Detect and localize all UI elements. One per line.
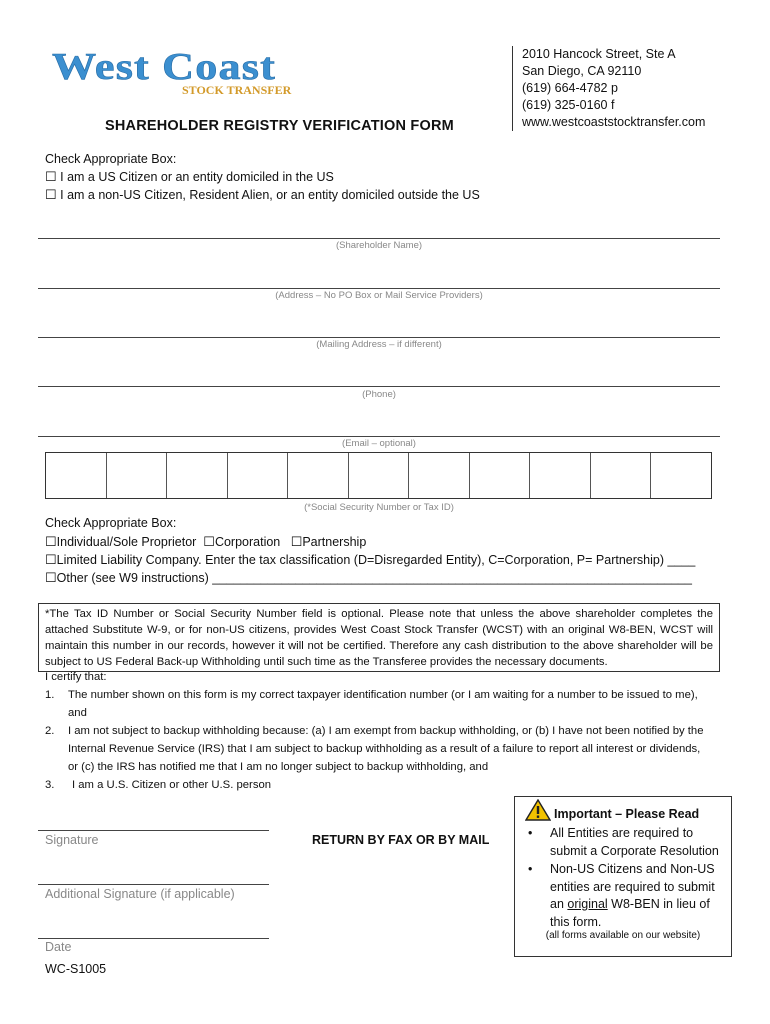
entity-heading: Check Appropriate Box: [45,516,177,530]
address-website: www.westcoaststocktransfer.com [522,115,706,129]
ssn-digit-box[interactable] [167,453,228,498]
entity-row-other [45,570,692,586]
address-fax: (619) 325-0160 f [522,98,615,112]
ssn-input-boxes[interactable] [45,452,712,499]
certify-item-2 [68,722,728,776]
email-field[interactable] [38,436,720,437]
important-item-1-text: All Entities are required to submit a Corporate Resolution [550,826,719,858]
ssn-digit-box[interactable] [409,453,470,498]
shareholder-name-field[interactable] [38,238,720,239]
tax-id-notice: *The Tax ID Number or Social Security Number field is optional. Please note that unless the above shareholder completes the attached Substitute W-9, or for non-US citizens, provides West Coast Stock Transfer (WCST) with an original W8-BEN, WCST will maintain this number in our records, however it will not be certified. Therefore any cash distribution to the above shareholder will be subject to US Federal Back-up Withholding until such time as the Transferee provides the necessary documents. [38,603,720,672]
checkbox-partnership[interactable]: ☐ [290,534,303,549]
ssn-digit-box[interactable] [591,453,652,498]
warning-triangle-icon [525,799,551,821]
mailing-address-field[interactable] [38,337,720,338]
certify-item-1-line-1: The number shown on this form is my correct taxpayer identification number (or I am waiting for a number to be issued to me), [68,689,698,701]
phone-caption: (Phone) [362,389,396,400]
certify-number-2: 2. [45,725,55,737]
form-title: SHAREHOLDER REGISTRY VERIFICATION FORM [105,118,454,134]
ssn-digit-box[interactable] [107,453,168,498]
ssn-digit-box[interactable] [651,453,711,498]
checkbox-individual[interactable]: ☐ [45,534,57,549]
important-note: (all forms available on our website) [545,930,701,941]
ssn-digit-box[interactable] [46,453,107,498]
option-us-label: I am a US Citizen or an entity domiciled in the US [60,170,334,184]
ssn-digit-box[interactable] [228,453,289,498]
logo-wordmark: West Coast [52,46,276,88]
signature-line[interactable] [38,830,269,831]
ssn-digit-box[interactable] [470,453,531,498]
email-caption: (Email – optional) [342,438,416,449]
important-item-2-text-a: Non-US Citizens and Non-US entities are required to submit an [550,862,715,911]
address-city: San Diego, CA 92110 [522,64,642,78]
ssn-digit-box[interactable] [530,453,591,498]
important-heading: Important – Please Read [554,807,700,821]
checkbox-llc[interactable]: ☐ [45,552,57,567]
bullet-icon: • [528,862,533,876]
important-item-w8ben [525,861,730,931]
important-item-resolution [525,825,730,860]
address-caption: (Address – No PO Box or Mail Service Providers) [275,290,483,301]
certify-intro: I certify that: [45,671,107,683]
address-field[interactable] [38,288,720,289]
individual-label: Individual/Sole Proprietor [56,535,197,549]
company-logo [50,45,290,105]
date-caption: Date [45,940,72,954]
signature-caption: Signature [45,833,99,847]
important-item-2-text-c: W8-BEN in lieu of this form. [550,897,710,929]
citizenship-option-non-us [45,187,480,203]
address-phone: (619) 664-4782 p [522,81,618,95]
corporation-label: Corporation [214,535,281,549]
citizenship-option-us [45,169,334,185]
llc-label: Limited Liability Company. Enter the tax classification (D=Disregarded Entity), C=Corporation, P= Partnership) ____ [56,553,696,567]
important-box [514,796,732,957]
form-code: WC-S1005 [45,962,107,976]
checkbox-other[interactable]: ☐ [45,570,57,585]
date-line[interactable] [38,938,269,939]
shareholder-name-caption: (Shareholder Name) [335,240,423,251]
bullet-icon: • [528,826,533,840]
return-instructions: RETURN BY FAX OR BY MAIL [312,833,490,847]
mailing-address-caption: (Mailing Address – if different) [316,339,442,350]
certify-item-3: I am a U.S. Citizen or other U.S. person [72,779,272,791]
logo-subtitle: STOCK TRANSFER [182,83,292,97]
important-item-2-underlined: original [567,897,608,911]
ssn-caption: (*Social Security Number or Tax ID) [304,502,454,513]
phone-field[interactable] [38,386,720,387]
certify-number-3: 3. [45,779,55,791]
additional-signature-caption: Additional Signature (if applicable) [45,887,235,901]
certify-item-2-line-3: or (c) the IRS has notified me that I am no longer subject to backup withholding, and [68,761,489,773]
entity-row-1 [45,534,366,550]
other-label: Other (see W9 instructions) _____________________________________________________________________ [56,571,692,585]
ssn-digit-box[interactable] [349,453,410,498]
certify-number-1: 1. [45,689,55,701]
certify-item-1 [68,686,728,722]
partnership-label: Partnership [302,535,367,549]
additional-signature-line[interactable] [38,884,269,885]
entity-row-llc [45,552,695,568]
certify-item-2-line-2: Internal Revenue Service (IRS) that I am subject to backup withholding as a result of a failure to report all interest or dividends, [68,743,701,755]
certify-item-1-line-2: and [68,707,87,719]
checkbox-us-citizen[interactable]: ☐ [45,169,57,184]
ssn-digit-box[interactable] [288,453,349,498]
important-list [525,825,730,932]
checkbox-corporation[interactable]: ☐ [203,534,215,549]
option-non-us-label: I am a non-US Citizen, Resident Alien, or an entity domiciled outside the US [60,188,480,202]
address-street: 2010 Hancock Street, Ste A [522,47,676,61]
certify-item-2-line-1: I am not subject to backup withholding because: (a) I am exempt from backup withholding, or (b) I have not been notified by the [68,725,704,737]
checkbox-non-us-citizen[interactable]: ☐ [45,187,57,202]
company-address [512,46,705,131]
citizenship-heading: Check Appropriate Box: [45,152,177,166]
